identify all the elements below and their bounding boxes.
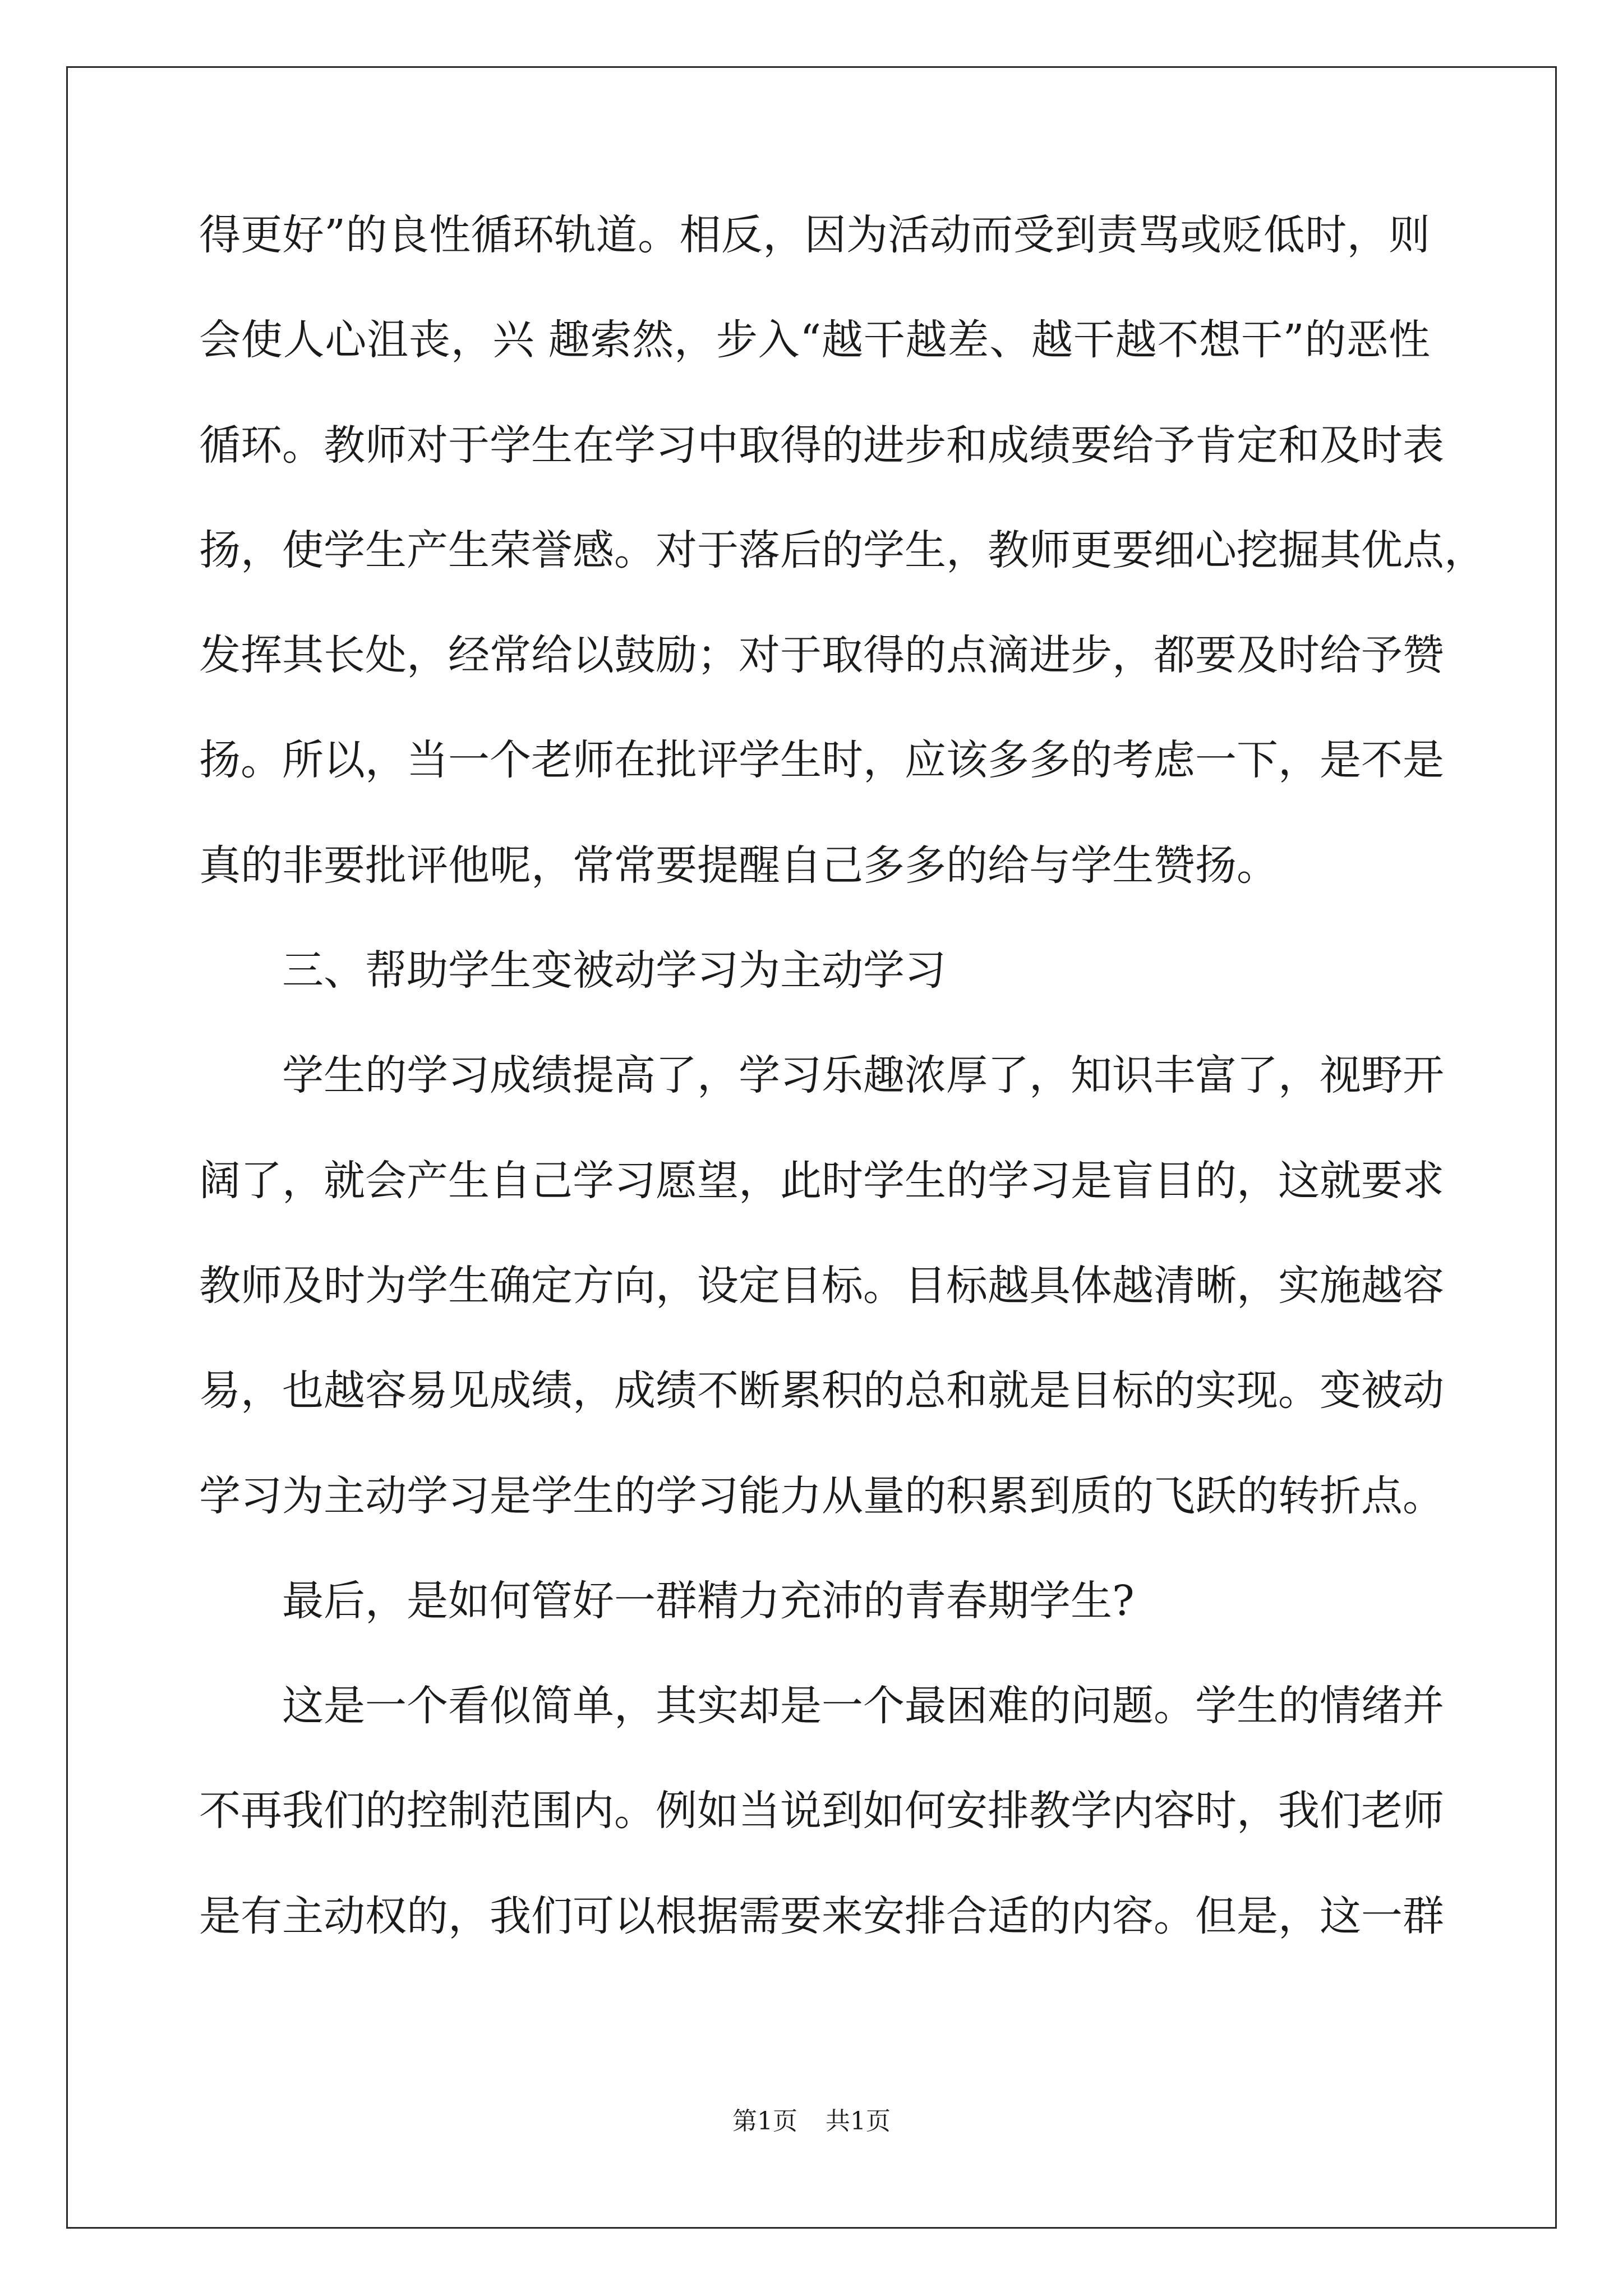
page-number: 第1页 — [732, 2107, 797, 2136]
text-line: 阔了，就会产生自己学习愿望，此时学生的学习是盲目的，这就要求 — [199, 1156, 1444, 1205]
text-line: 三、帮助学生变被动学习为主动学习 — [282, 946, 946, 995]
text-line: 扬。所以，当一个老师在批评学生时，应该多多的考虑一下，是不是 — [199, 736, 1444, 785]
text-line: 真的非要批评他呢，常常要提醒自己多多的给与学生赞扬。 — [199, 841, 1278, 890]
text-line: 易，也越容易见成绩，成绩不断累积的总和就是目标的实现。变被动 — [199, 1366, 1444, 1415]
page-footer — [0, 2101, 1623, 2137]
text-line: 不再我们的控制范围内。例如当说到如何安排教学内容时，我们老师 — [199, 1787, 1444, 1835]
text-line: 教师及时为学生确定方向，设定目标。目标越具体越清晰，实施越容 — [199, 1261, 1444, 1310]
page-total: 共1页 — [826, 2107, 891, 2136]
text-line: 发挥其长处，经常给以鼓励；对于取得的点滴进步，都要及时给予赞 — [199, 631, 1444, 680]
text-line: 最后，是如何管好一群精力充沛的青春期学生? — [282, 1576, 1135, 1625]
text-line: 是有主动权的，我们可以根据需要来安排合适的内容。但是，这一群 — [199, 1892, 1444, 1940]
text-line: 学生的学习成绩提高了，学习乐趣浓厚了，知识丰富了，视野开 — [282, 1051, 1444, 1100]
document-body — [199, 211, 1486, 2000]
text-line: 循环。教师对于学生在学习中取得的进步和成绩要给予肯定和及时表 — [199, 421, 1444, 470]
text-line: 这是一个看似简单，其实却是一个最困难的问题。学生的情绪并 — [282, 1682, 1444, 1731]
text-line: 学习为主动学习是学生的学习能力从量的积累到质的飞跃的转折点。 — [199, 1471, 1444, 1520]
text-line: 会使人心沮丧，兴 趣索然，步入“越干越差、越干越不想干”的恶性 — [199, 316, 1430, 365]
text-line: 扬，使学生产生荣誉感。对于落后的学生，教师更要细心挖掘其优点， — [199, 526, 1486, 574]
text-line: 得更好”的良性循环轨道。相反，因为活动而受到责骂或贬低时，则 — [199, 211, 1430, 259]
